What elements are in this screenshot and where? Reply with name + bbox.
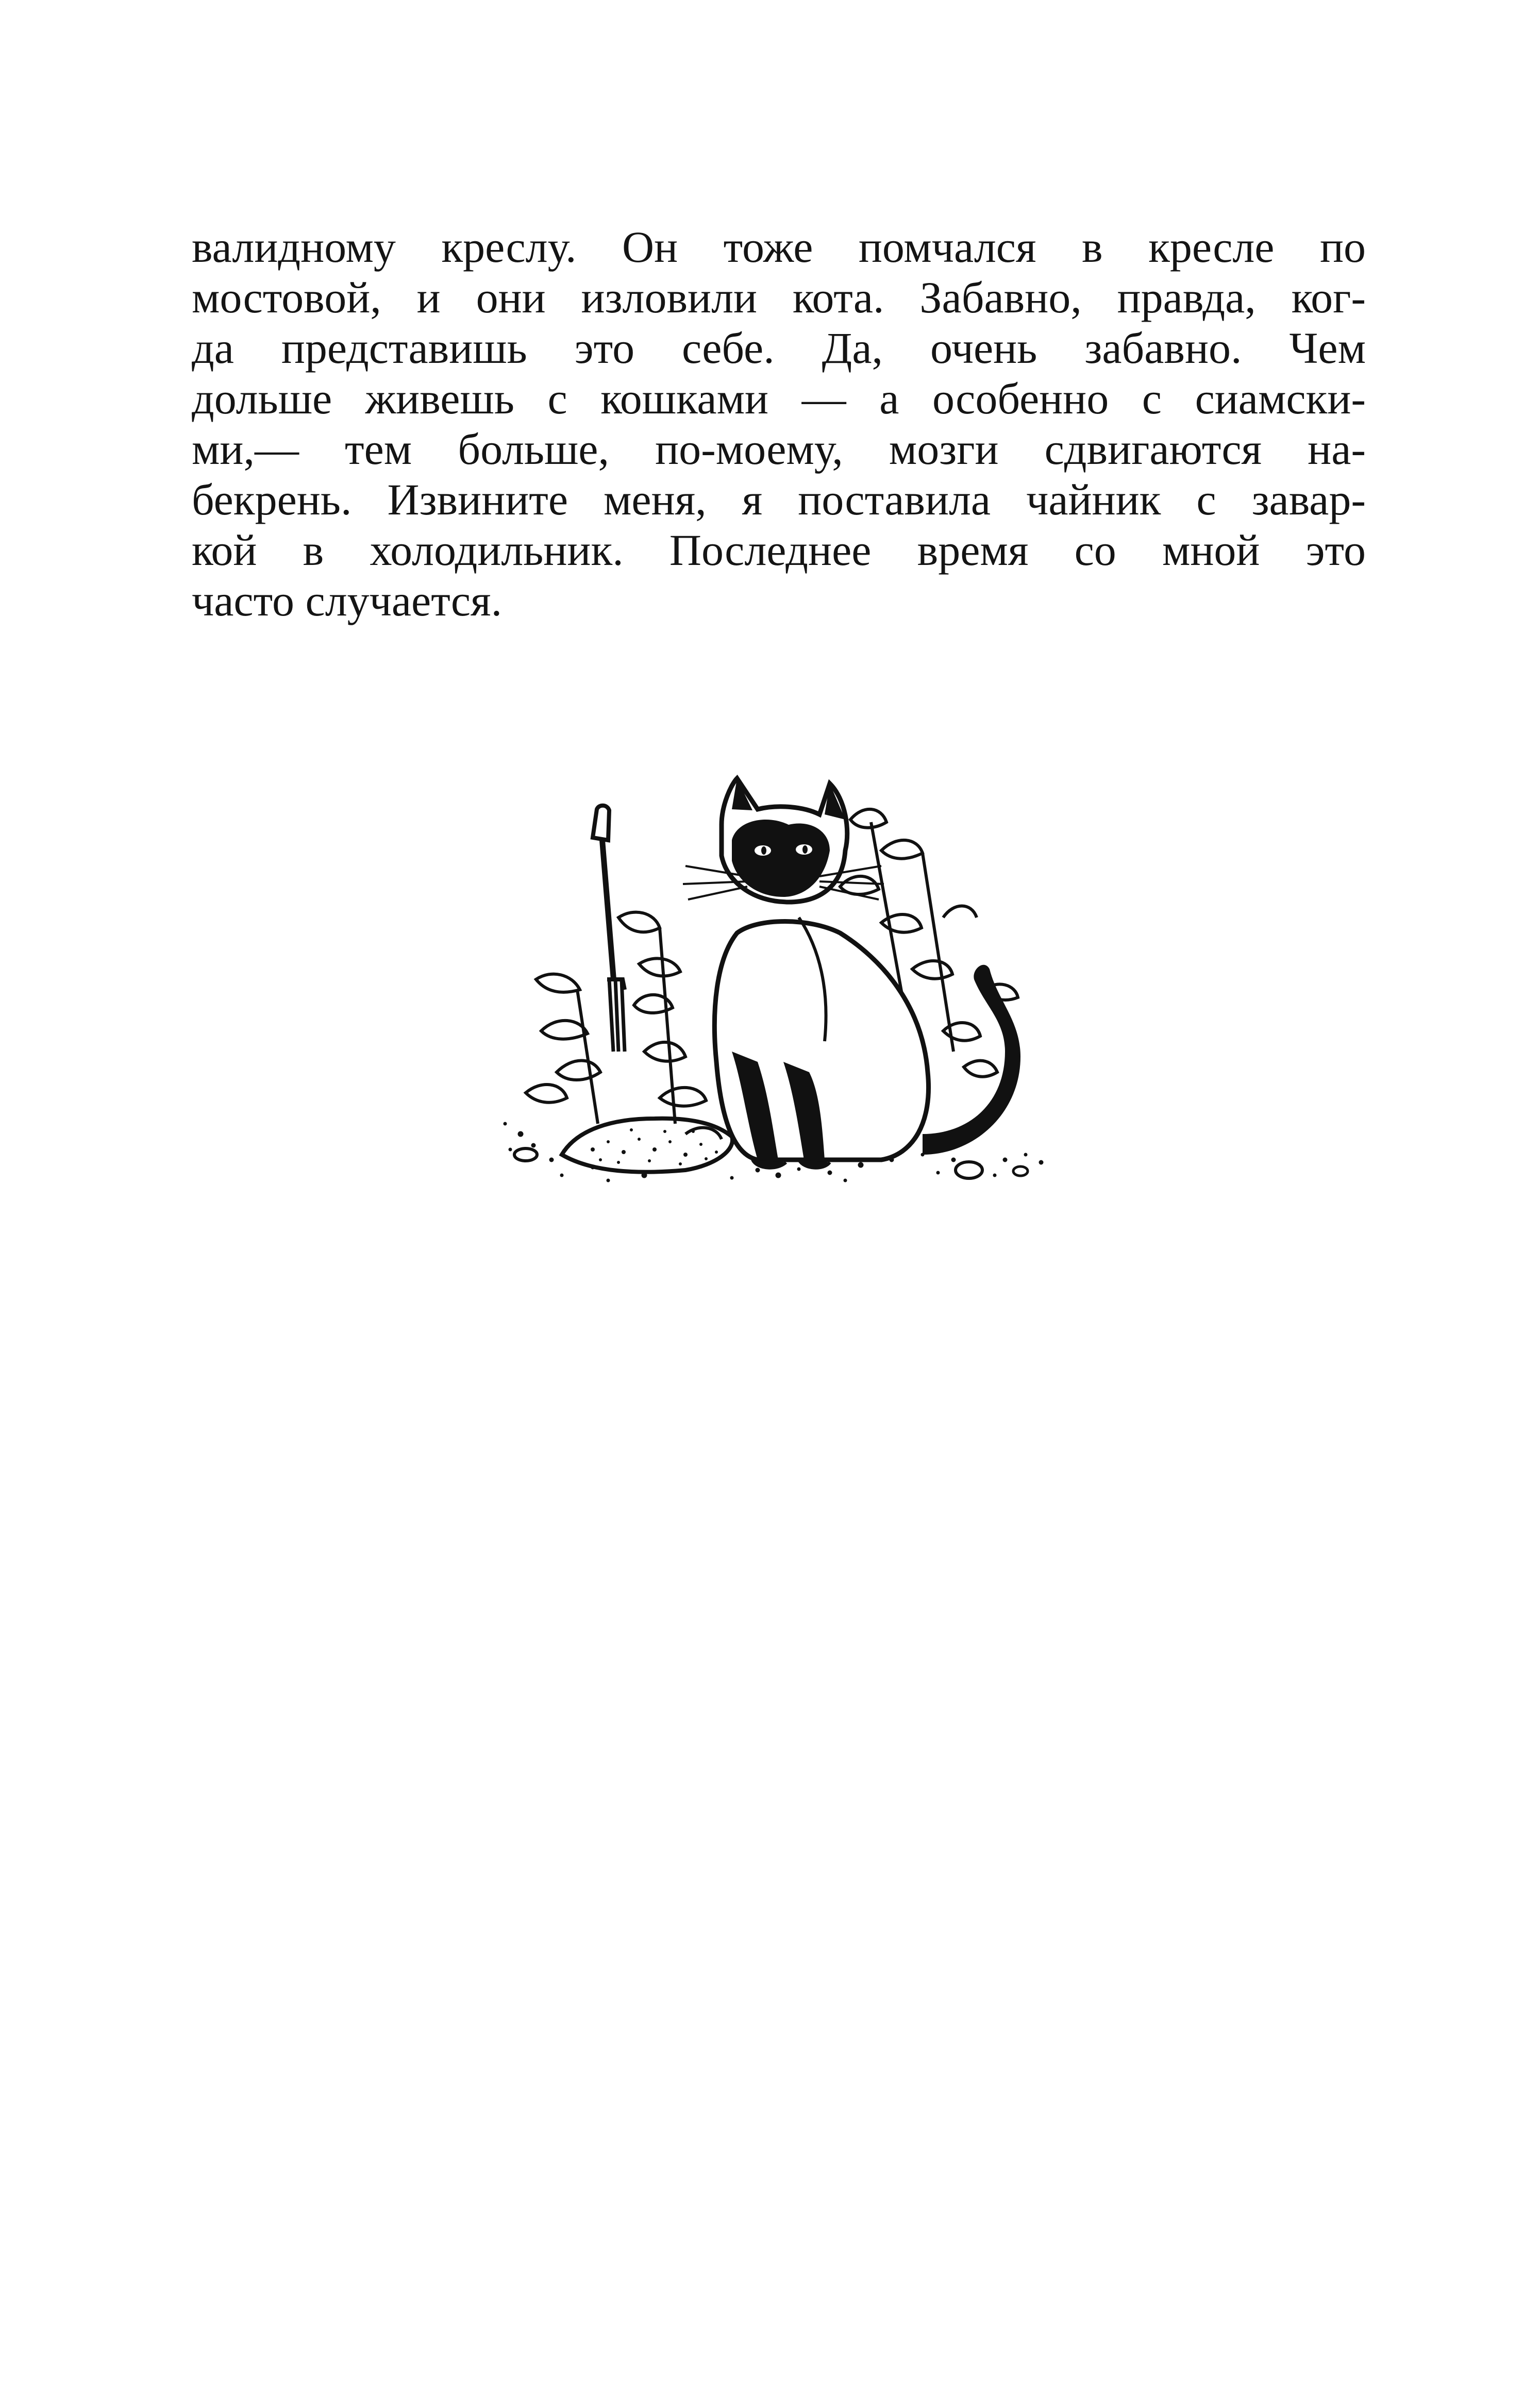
text-line: да представишь это себе. Да, очень забавно. Чем [192, 323, 1366, 373]
siamese-cat-illustration [490, 763, 1062, 1206]
siamese-cat [683, 778, 1020, 1168]
text-line: ми,— тем больше, по-моему, мозги сдвигаются на- [192, 424, 1366, 474]
text-line: кой в холодильник. Последнее время со мной это [192, 525, 1366, 575]
text-line: дольше живешь с кошками — а особенно с сиамски- [192, 374, 1366, 423]
garden-fork [593, 806, 625, 1052]
text-line: валидному креслу. Он тоже помчался в кресле по [192, 222, 1366, 272]
text-line: мостовой, и они изловили кота. Забавно, правда, ког- [192, 273, 1366, 322]
text-line: бекрень. Извините меня, я поставила чайник с завар- [192, 475, 1366, 524]
text-line: часто случается. [192, 576, 503, 625]
body-paragraph [192, 222, 1366, 626]
